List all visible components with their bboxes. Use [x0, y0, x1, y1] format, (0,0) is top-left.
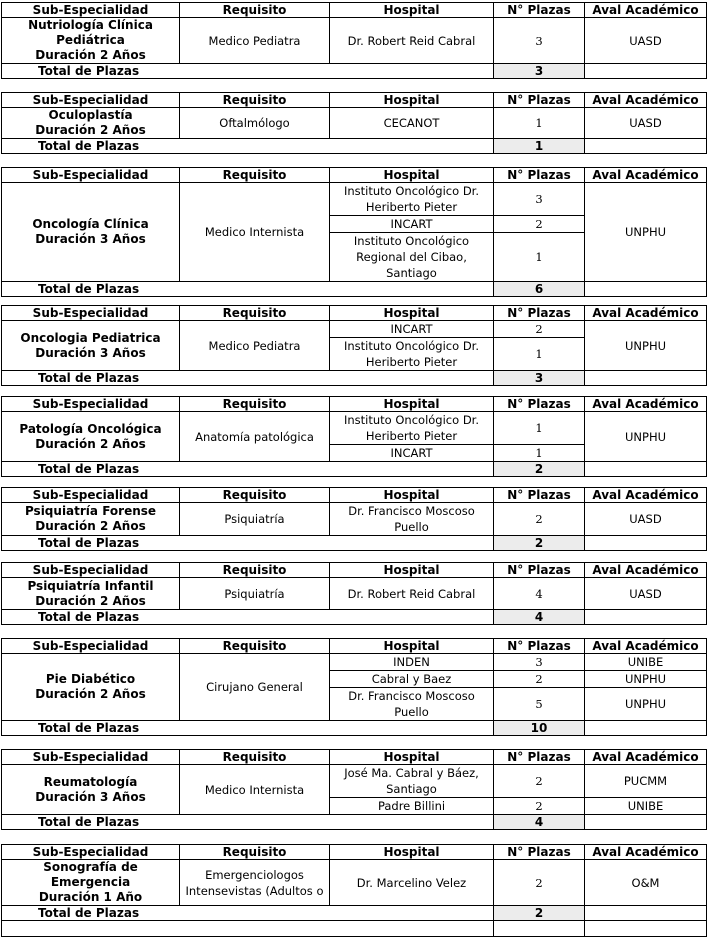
hospital-row: [2, 503, 707, 536]
hospital-name: [330, 798, 494, 815]
subspecialty-name: [2, 183, 180, 282]
header-subspecialty: Sub-Especialidad: [2, 488, 180, 503]
subspecialty-line: Patología Oncológica: [19, 421, 162, 436]
hospital-line: Dr. Robert Reid Cabral: [347, 33, 476, 48]
plazas-count: 1: [494, 108, 585, 139]
hospital-line: Puello: [394, 520, 429, 534]
header-subspecialty: Sub-Especialidad: [2, 3, 180, 18]
academic-endorsement: PUCMM: [585, 765, 707, 798]
header-plazas: N° Plazas: [494, 306, 585, 321]
header-aval: Aval Académico: [585, 639, 707, 654]
hospital-name: [330, 860, 494, 906]
subspecialty-line: Duración 3 Años: [35, 232, 146, 246]
subspecialty-table: [1, 396, 707, 477]
plazas-count: 2: [494, 798, 585, 815]
hospital-name: [330, 578, 494, 610]
academic-endorsement: UASD: [585, 18, 707, 64]
header-requirement: Requisito: [180, 845, 330, 860]
header-plazas: N° Plazas: [494, 397, 585, 412]
header-requirement: Requisito: [180, 750, 330, 765]
header-hospital: Hospital: [330, 845, 494, 860]
total-value: 6: [494, 282, 585, 297]
header-row: [2, 563, 707, 578]
header-aval: Aval Académico: [585, 168, 707, 183]
subspecialty-line: Duración 2 Años: [35, 48, 146, 62]
subspecialty-line: Duración 2 Años: [35, 687, 146, 701]
total-value: 2: [494, 906, 585, 921]
header-aval: Aval Académico: [585, 3, 707, 18]
blank-row: [2, 921, 707, 937]
hospital-line: INDEN: [393, 655, 430, 669]
header-subspecialty: Sub-Especialidad: [2, 563, 180, 578]
header-plazas: N° Plazas: [494, 750, 585, 765]
header-hospital: Hospital: [330, 639, 494, 654]
plazas-count: 1: [494, 412, 585, 445]
header-subspecialty: Sub-Especialidad: [2, 750, 180, 765]
subspecialty-name: [2, 578, 180, 610]
total-empty-cell: [585, 462, 707, 477]
hospital-name: [330, 688, 494, 721]
hospital-line: Cabral y Baez: [371, 672, 452, 686]
header-requirement: Requisito: [180, 397, 330, 412]
header-requirement: Requisito: [180, 488, 330, 503]
header-hospital: Hospital: [330, 306, 494, 321]
subspecialty-line: Duración 2 Años: [35, 436, 146, 451]
plazas-count: 1: [494, 338, 585, 371]
hospital-line: Dr. Robert Reid Cabral: [347, 586, 476, 601]
subspecialty-table: [1, 562, 707, 625]
total-empty-cell: [585, 721, 707, 736]
total-empty-cell: [585, 536, 707, 551]
academic-endorsement: UNIBE: [585, 654, 707, 671]
header-plazas: N° Plazas: [494, 93, 585, 108]
hospital-name: [330, 765, 494, 798]
header-subspecialty: Sub-Especialidad: [2, 93, 180, 108]
header-plazas: N° Plazas: [494, 3, 585, 18]
total-value: 2: [494, 536, 585, 551]
header-aval: Aval Académico: [585, 93, 707, 108]
total-row: [2, 139, 707, 154]
total-label: Total de Plazas: [2, 282, 494, 297]
subspecialty-line: Duración 1 Año: [38, 890, 143, 904]
header-hospital: Hospital: [330, 750, 494, 765]
header-subspecialty: Sub-Especialidad: [2, 168, 180, 183]
hospital-line: Instituto Oncológico: [353, 234, 470, 248]
total-row: [2, 371, 707, 386]
academic-endorsement: UNPHU: [585, 321, 707, 371]
hospital-row: [2, 654, 707, 671]
subspecialty-name: [2, 108, 180, 139]
hospital-row: [2, 578, 707, 610]
subspecialty-name: [2, 18, 180, 64]
subspecialty-table: [1, 305, 707, 386]
header-row: [2, 750, 707, 765]
blank-cell: [2, 921, 494, 937]
subspecialty-table: [1, 638, 707, 736]
plazas-count: 2: [494, 671, 585, 688]
hospital-name: [330, 108, 494, 139]
academic-endorsement: UNIBE: [585, 798, 707, 815]
hospital-row: [2, 18, 707, 64]
header-row: [2, 168, 707, 183]
plazas-count: 4: [494, 578, 585, 610]
total-value: 4: [494, 610, 585, 625]
hospital-line: INCART: [390, 322, 433, 336]
subspecialty-line: Oncología Clínica: [32, 217, 149, 231]
plazas-count: 3: [494, 654, 585, 671]
header-hospital: Hospital: [330, 563, 494, 578]
total-empty-cell: [585, 139, 707, 154]
subspecialty-table: [1, 2, 707, 79]
hospital-line: Instituto Oncológico Dr.: [344, 413, 479, 427]
header-requirement: Requisito: [180, 639, 330, 654]
hospital-row: [2, 765, 707, 798]
header-row: [2, 639, 707, 654]
plazas-count: 1: [494, 445, 585, 462]
hospital-line: Padre Billini: [377, 799, 446, 813]
hospital-name: [330, 321, 494, 338]
header-row: [2, 397, 707, 412]
blank-cell: [585, 921, 707, 937]
total-value: 4: [494, 815, 585, 830]
header-plazas: N° Plazas: [494, 845, 585, 860]
total-row: [2, 815, 707, 830]
requirement: Oftalmólogo: [180, 108, 330, 139]
subspecialty-name: [2, 860, 180, 906]
total-empty-cell: [585, 610, 707, 625]
total-label: Total de Plazas: [2, 139, 494, 154]
header-aval: Aval Académico: [585, 306, 707, 321]
subspecialty-line: Sonografía de Emergencia: [43, 860, 138, 889]
hospital-name: [330, 233, 494, 282]
subspecialty-table: [1, 844, 707, 937]
total-empty-cell: [585, 906, 707, 921]
subspecialty-line: Psiquiatría Infantil: [27, 578, 154, 593]
header-plazas: N° Plazas: [494, 639, 585, 654]
hospital-name: [330, 654, 494, 671]
subspecialty-name: [2, 503, 180, 536]
hospital-line: Dr. Francisco Moscoso: [348, 504, 475, 518]
hospital-row: [2, 412, 707, 445]
header-requirement: Requisito: [180, 168, 330, 183]
plazas-count: 2: [494, 860, 585, 906]
hospital-line: Santiago: [386, 266, 437, 280]
header-plazas: N° Plazas: [494, 168, 585, 183]
hospital-line: Santiago: [386, 782, 437, 796]
subspecialty-line: Duración 2 Años: [35, 519, 146, 533]
hospital-row: [2, 108, 707, 139]
header-aval: Aval Académico: [585, 845, 707, 860]
subspecialty-table: [1, 487, 707, 551]
hospital-line: Regional del Cibao,: [356, 250, 467, 264]
hospital-line: INCART: [390, 446, 433, 460]
academic-endorsement: UNPHU: [585, 688, 707, 721]
plazas-count: 2: [494, 321, 585, 338]
hospital-name: [330, 503, 494, 536]
hospital-line: Instituto Oncológico Dr.: [344, 339, 479, 353]
total-label: Total de Plazas: [2, 906, 494, 921]
total-row: [2, 282, 707, 297]
plazas-count: 2: [494, 216, 585, 233]
total-label: Total de Plazas: [2, 462, 494, 477]
subspecialty-line: Duración 3 Años: [35, 345, 146, 360]
hospital-line: Instituto Oncológico Dr.: [344, 184, 479, 198]
total-label: Total de Plazas: [2, 815, 494, 830]
subspecialty-name: [2, 412, 180, 462]
subspecialty-name: [2, 321, 180, 371]
total-value: 2: [494, 462, 585, 477]
plazas-count: 2: [494, 503, 585, 536]
plazas-count: 1: [494, 233, 585, 282]
header-subspecialty: Sub-Especialidad: [2, 397, 180, 412]
header-aval: Aval Académico: [585, 397, 707, 412]
academic-endorsement: UASD: [585, 108, 707, 139]
total-row: [2, 906, 707, 921]
header-aval: Aval Académico: [585, 488, 707, 503]
subspecialty-line: Psiquiatría Forense: [24, 504, 157, 518]
requirement: Emergenciologos Intensevistas (Adultos o: [180, 860, 330, 906]
plazas-count: 5: [494, 688, 585, 721]
academic-endorsement: UASD: [585, 578, 707, 610]
header-row: [2, 93, 707, 108]
requirement: Psiquiatría: [180, 503, 330, 536]
subspecialty-table: [1, 92, 707, 154]
total-row: [2, 610, 707, 625]
total-row: [2, 64, 707, 79]
requirement: Anatomía patológica: [180, 412, 330, 462]
header-requirement: Requisito: [180, 563, 330, 578]
total-row: [2, 536, 707, 551]
hospital-line: Heriberto Pieter: [365, 200, 458, 214]
subspecialty-line: Pie Diabético: [45, 672, 136, 686]
header-plazas: N° Plazas: [494, 488, 585, 503]
total-empty-cell: [585, 282, 707, 297]
hospital-line: Puello: [394, 705, 429, 719]
subspecialty-line: Duración 2 Años: [35, 593, 146, 608]
header-row: [2, 3, 707, 18]
header-hospital: Hospital: [330, 3, 494, 18]
requirement: Cirujano General: [180, 654, 330, 721]
total-value: 1: [494, 139, 585, 154]
total-empty-cell: [585, 371, 707, 386]
hospital-line: José Ma. Cabral y Báez,: [344, 766, 479, 780]
header-hospital: Hospital: [330, 93, 494, 108]
hospital-name: [330, 18, 494, 64]
subspecialty-line: Duración 3 Años: [35, 789, 146, 804]
subspecialty-name: [2, 654, 180, 721]
hospital-name: [330, 338, 494, 371]
header-row: [2, 306, 707, 321]
header-aval: Aval Académico: [585, 750, 707, 765]
hospital-line: INCART: [390, 217, 433, 231]
subspecialty-name: [2, 765, 180, 815]
total-row: [2, 462, 707, 477]
header-subspecialty: Sub-Especialidad: [2, 845, 180, 860]
header-aval: Aval Académico: [585, 563, 707, 578]
hospital-row: [2, 321, 707, 338]
total-label: Total de Plazas: [2, 536, 494, 551]
total-empty-cell: [585, 815, 707, 830]
total-label: Total de Plazas: [2, 64, 494, 79]
requirement: Medico Pediatra: [180, 18, 330, 64]
header-subspecialty: Sub-Especialidad: [2, 306, 180, 321]
subspecialty-line: Pediátrica: [56, 33, 125, 47]
subspecialty-line: Reumatología: [43, 774, 138, 789]
academic-endorsement: UNPHU: [585, 412, 707, 462]
subspecialty-line: Nutriología Clínica: [28, 18, 153, 32]
academic-endorsement: UNPHU: [585, 183, 707, 282]
header-hospital: Hospital: [330, 168, 494, 183]
header-requirement: Requisito: [180, 93, 330, 108]
hospital-name: [330, 216, 494, 233]
subspecialty-line: Oculoplastía: [48, 108, 133, 122]
requirement: Medico Internista: [180, 183, 330, 282]
header-requirement: Requisito: [180, 3, 330, 18]
hospital-name: [330, 671, 494, 688]
academic-endorsement: UNPHU: [585, 671, 707, 688]
header-row: [2, 845, 707, 860]
hospital-name: [330, 445, 494, 462]
total-label: Total de Plazas: [2, 371, 494, 386]
header-requirement: Requisito: [180, 306, 330, 321]
subspecialty-line: Oncologia Pediatrica: [20, 330, 161, 345]
requirement: Psiquiatría: [180, 578, 330, 610]
hospital-line: Heriberto Pieter: [365, 355, 458, 369]
requirement: Medico Pediatra: [180, 321, 330, 371]
total-label: Total de Plazas: [2, 721, 494, 736]
hospital-line: Dr. Marcelino Velez: [356, 875, 467, 890]
hospital-line: CECANOT: [383, 116, 440, 130]
total-value: 3: [494, 64, 585, 79]
total-value: 10: [494, 721, 585, 736]
subspecialty-table: [1, 167, 707, 297]
subspecialty-table: [1, 749, 707, 830]
hospital-row: [2, 183, 707, 216]
hospital-name: [330, 412, 494, 445]
plazas-count: 3: [494, 183, 585, 216]
header-subspecialty: Sub-Especialidad: [2, 639, 180, 654]
academic-endorsement: UASD: [585, 503, 707, 536]
header-hospital: Hospital: [330, 488, 494, 503]
total-empty-cell: [585, 64, 707, 79]
plazas-count: 2: [494, 765, 585, 798]
header-row: [2, 488, 707, 503]
total-label: Total de Plazas: [2, 610, 494, 625]
requirement: Medico Internista: [180, 765, 330, 815]
hospital-row: [2, 860, 707, 906]
hospital-name: [330, 183, 494, 216]
header-hospital: Hospital: [330, 397, 494, 412]
blank-cell: [494, 921, 585, 937]
subspecialty-line: Duración 2 Años: [35, 123, 146, 137]
plazas-count: 3: [494, 18, 585, 64]
hospital-line: Dr. Francisco Moscoso: [348, 689, 475, 703]
total-value: 3: [494, 371, 585, 386]
total-row: [2, 721, 707, 736]
header-plazas: N° Plazas: [494, 563, 585, 578]
hospital-line: Heriberto Pieter: [365, 429, 458, 443]
academic-endorsement: O&M: [585, 860, 707, 906]
